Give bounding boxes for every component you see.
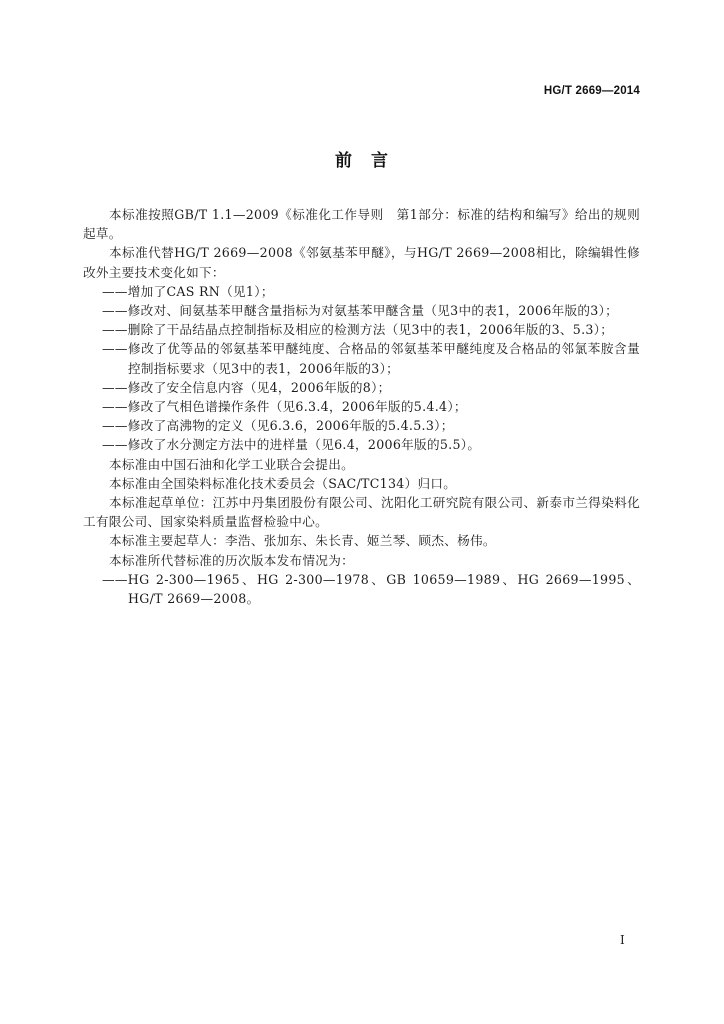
drafters-paragraph: 本标准主要起草人：李浩、张加东、朱长青、姬兰琴、顾杰、杨伟。 — [109, 533, 496, 549]
edition-history-intro: 本标准所代替标准的历次版本发布情况为： — [109, 552, 354, 568]
replacement-paragraph: 本标准代替HG/T 2669—2008《邻氨基苯甲醚》，与HG/T 2669—2008相比，除编辑性修改外主要技术变化如下： — [83, 245, 640, 280]
list-item: ——修改对、间氨基苯甲醚含量指标为对氨基苯甲醚含量（见3中的表1，2006年版的3）； — [102, 303, 619, 319]
page-title: 前 言 — [335, 151, 389, 171]
list-item: ——修改了气相色谱操作条件（见6.3.4，2006年版的5.4.4）； — [102, 399, 467, 415]
list-item: ——修改了水分测定方法中的进样量（见6.4，2006年版的5.5）。 — [102, 437, 481, 453]
drafting-units-paragraph: 本标准起草单位：江苏中丹集团股份有限公司、沈阳化工研究院有限公司、新泰市兰得染料化工有限公司、国家染料质量监督检验中心。 — [83, 495, 640, 530]
list-item: ——修改了安全信息内容（见4，2006年版的8）； — [102, 379, 391, 395]
drafting-rule-paragraph: 本标准按照GB/T 1.1—2009《标准化工作导则 第1部分：标准的结构和编写》给出的规则起草。 — [83, 207, 640, 242]
list-item: ——增加了CAS RN（见1）； — [102, 283, 274, 299]
list-item: ——修改了优等品的邻氨基苯甲醚纯度、合格品的邻氨基苯甲醚纯度及合格品的邻氯苯胺含量控制指标要求（见3中的表1，2006年版的3）； — [102, 341, 640, 376]
technical-changes-list — [83, 282, 640, 455]
proposer-paragraph: 本标准由中国石油和化学工业联合会提出。 — [109, 456, 354, 472]
administrator-paragraph: 本标准由全国染料标准化技术委员会（SAC/TC134）归口。 — [109, 475, 457, 491]
list-item: ——删除了干品结晶点控制指标及相应的检测方法（见3中的表1，2006年版的3、5.3）； — [102, 322, 614, 338]
list-item: ——修改了高沸物的定义（见6.3.6，2006年版的5.4.5.3）； — [102, 418, 454, 434]
standard-number: HG/T 2669—2014 — [543, 85, 640, 97]
foreword-body — [83, 205, 640, 608]
page-number: I — [620, 933, 625, 947]
edition-history-item: ——HG 2-300—1965、HG 2-300—1978、GB 10659—1989、HG 2669—1995、HG/T 2669—2008。 — [102, 571, 640, 607]
